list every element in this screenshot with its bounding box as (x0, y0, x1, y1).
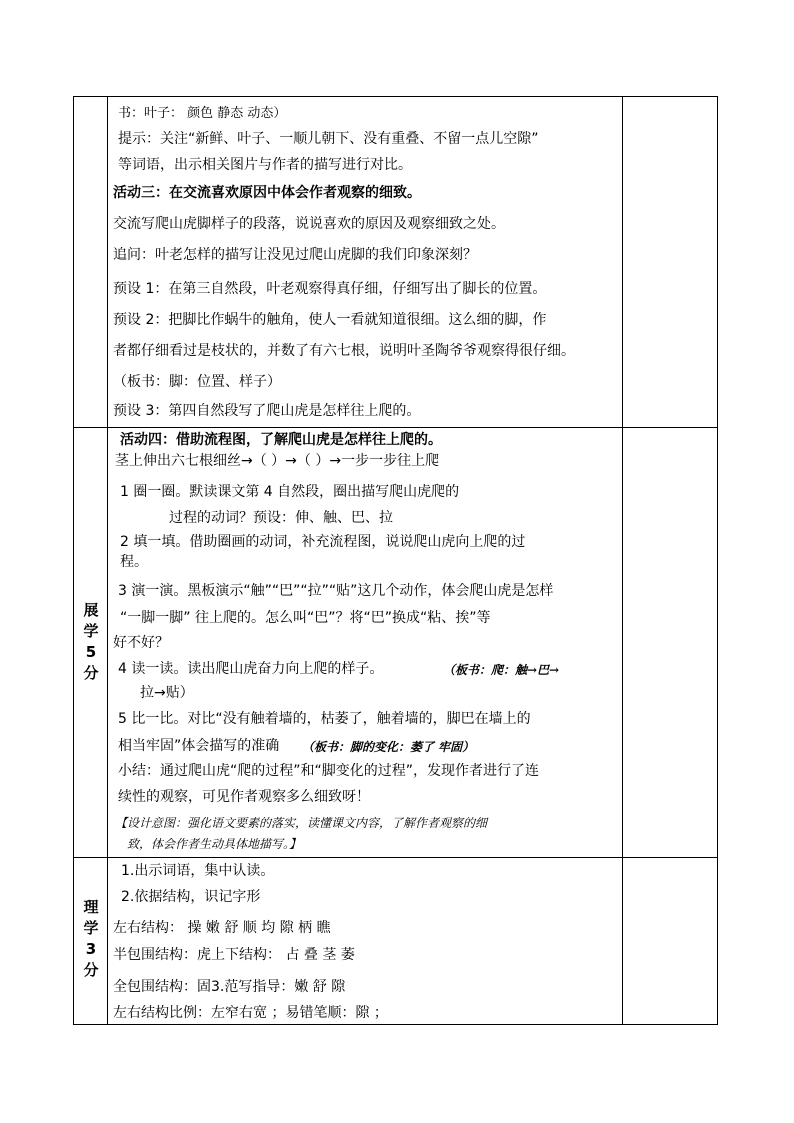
step-line: 相当牢固”体会描写的准确 (118, 738, 280, 754)
board-note: （板书：脚的变化：萎了 牢固） (302, 740, 475, 754)
lesson-plan-table (73, 96, 718, 1025)
step-line: 2 填一填。借助圈画的动词，补充流程图，说说爬山虎向上爬的过 (120, 534, 526, 550)
design-intent-line: 致，体会作者生动具体地描写。】 (127, 837, 302, 851)
character-line: 半包围结构：虎上下结构： 占 叠 茎 萎 (113, 947, 355, 963)
section-label: 展 学 5 分 (83, 601, 99, 682)
summary-line: 小结：通过爬山虎“爬的过程”和“脚变化的过程”，发现作者进行了连 (118, 763, 540, 779)
text-line: 追问：叶老怎样的描写让没见过爬山虎脚的我们印象深刻？ (113, 247, 477, 263)
text-line: 1.出示词语，集中认读。 (121, 863, 275, 879)
step-line: 4 读一读。读出爬山虎奋力向上爬的样子。 (118, 661, 384, 677)
text-line: 2.依据结构，识记字形 (121, 889, 261, 905)
flowchart-line: 茎上伸出六七根细丝→（ ）→（ ）→一步一步往上爬 (115, 453, 440, 469)
step-line: “一脚一脚” 往上爬的。怎么叫“巴”？将“巴”换成“粘、挨”等 (120, 610, 491, 626)
summary-line: 续性的观察，可见作者观察多么细致呀！ (118, 789, 370, 805)
character-line: 左右结构： 操 嫩 舒 顺 均 隙 柄 瞧 (113, 920, 331, 936)
step-line: 程。 (120, 554, 148, 570)
step-line: 5 比一比。对比“没有触着墙的，枯萎了，触着墙的，脚巴在墙上的 (118, 711, 531, 727)
section-label: 理 学 3 分 (83, 898, 99, 979)
text-line: 预设 2：把脚比作蜗牛的触角，使人一看就知道很细。这么细的脚，作 (113, 312, 547, 328)
board-note: （板书：爬：触→巴→ (443, 663, 560, 677)
column-divider (622, 97, 623, 1024)
character-line: 左右结构比例：左窄右宽 ；易错笔顺：隙 ； (113, 1005, 388, 1021)
board-note-line: （板书：脚：位置、样子） (113, 374, 281, 390)
step-line: 3 演一演。黑板演示“触”“巴”“拉”“贴”这几个动作，体会爬山虎是怎样 (118, 583, 554, 599)
step-line: 好不好？ (113, 635, 169, 651)
design-intent-line: 【设计意图：强化语文要素的落实，读懂课文内容，了解作者观察的细 (115, 816, 488, 830)
hint-line: 提示：关注“新鲜、叶子、一顺儿朝下、没有重叠、不留一点儿空隙” (118, 131, 539, 147)
text-line: 交流写爬山虎脚样子的段落，说说喜欢的原因及观察细致之处。 (113, 216, 505, 232)
row-divider (74, 427, 717, 428)
text-line: 者都仔细看过是枝状的，并数了有六七根，说明叶圣陶爷爷观察得很仔细。 (113, 343, 575, 359)
activity-heading: 活动三：在交流喜欢原因中体会作者观察的细致。 (113, 185, 421, 201)
activity-heading: 活动四：借助流程图，了解爬山虎是怎样往上爬的。 (120, 432, 442, 448)
column-divider (107, 97, 108, 1024)
row-divider (74, 857, 717, 858)
board-note-line: 书：叶子： 颜色 静态 动态） (118, 106, 287, 121)
step-line: 过程的动词？预设：伸、触、巴、拉 (169, 510, 393, 526)
hint-line: 等词语，出示相关图片与作者的描写进行对比。 (118, 157, 412, 173)
board-note: 拉→贴） (140, 685, 194, 701)
text-line: 预设 1：在第三自然段，叶老观察得真仔细，仔细写出了脚长的位置。 (113, 281, 547, 297)
text-line: 预设 3：第四自然段写了爬山虎是怎样往上爬的。 (113, 403, 421, 419)
step-line: 1 圈一圈。默读课文第 4 自然段，圈出描写爬山虎爬的 (120, 484, 460, 500)
character-line: 全包围结构：固3.范写指导：嫩 舒 隙 (113, 979, 346, 995)
